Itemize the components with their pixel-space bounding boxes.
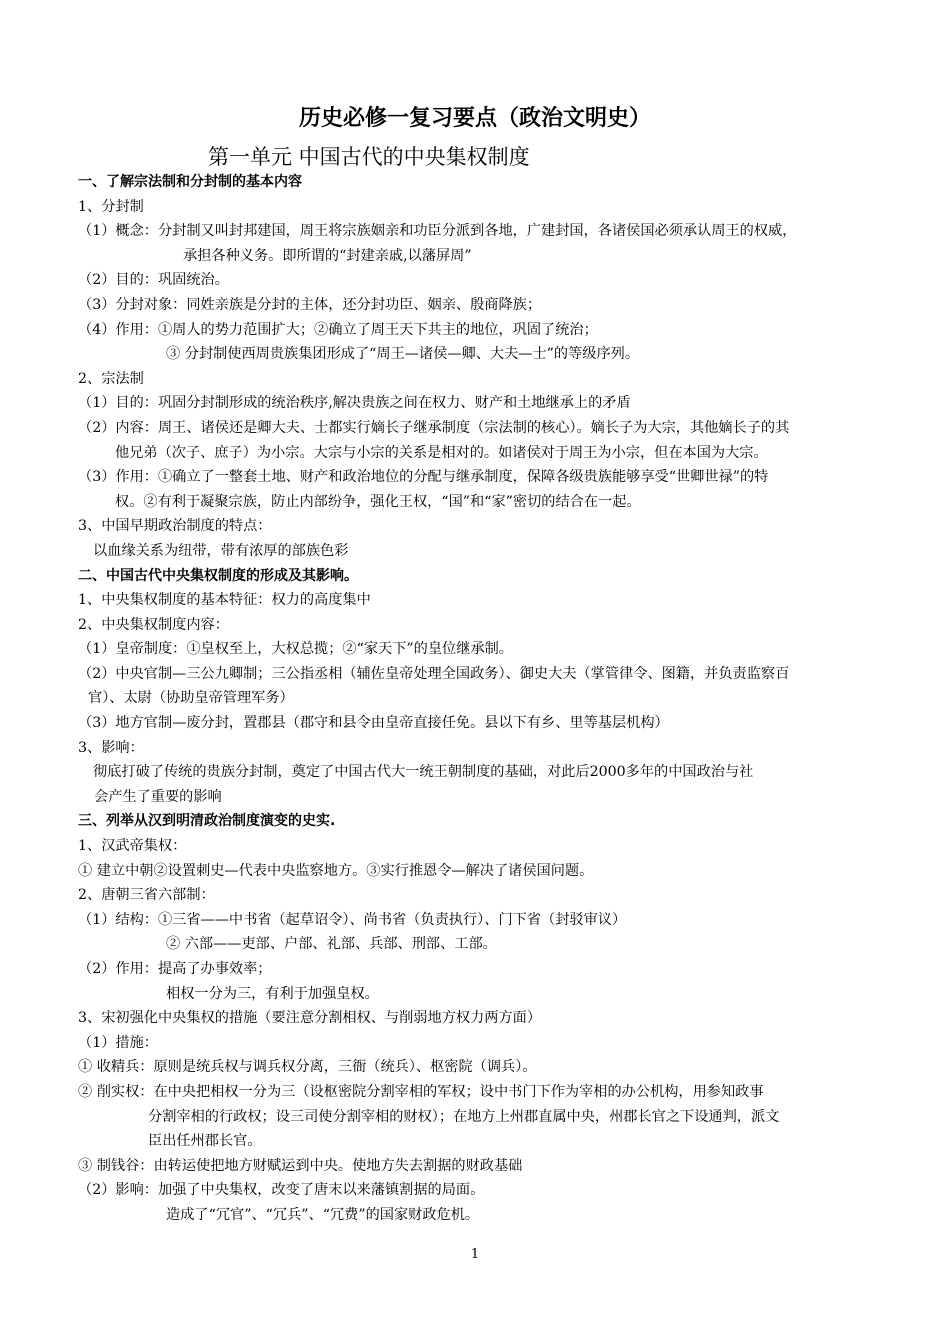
page-number: 1 [470, 1247, 480, 1262]
subheading: 2、中央集权制度内容： [78, 616, 229, 633]
text-line: （4）作用：①周人的势力范围扩大；②确立了周王天下共主的地位，巩固了统治； [78, 321, 598, 338]
text-line: 分割宰相的行政权；设三司使分割宰相的财权）；在地方上州郡直属中央，州郡长官之下设通判，派文 [148, 1108, 780, 1125]
text-line: （1）结构：①三省——中书省（起草诏令）、尚书省（负责执行）、门下省（封驳审议） [78, 911, 627, 928]
text-line: （2）影响：加强了中央集权，改变了唐末以来藩镇割据的局面。 [78, 1182, 485, 1199]
section-heading: 二、中国古代中央集权制度的形成及其影响。 [78, 567, 358, 584]
text-line: （2）中央官制—三公九卿制；三公指丞相（辅佐皇帝处理全国政务）、御史大夫（掌管律令、图籍，并负责监察百 [78, 665, 790, 682]
text-line: ② 削实权：在中央把相权一分为三（设枢密院分割宰相的军权；设中书门下作为宰相的办公机构，用参知政事 [78, 1083, 764, 1100]
text-line: ② 六部——吏部、户部、礼部、兵部、刑部、工部。 [166, 936, 497, 953]
section-heading: 三、列举从汉到明清政治制度演变的史实. [78, 813, 336, 830]
document-title: 历史必修一复习要点（政治文明史） [298, 106, 651, 131]
text-line: 1、中央集权制度的基本特征：权力的高度集中 [78, 592, 371, 609]
text-line: 承担各种义务。即所谓的“封建亲戚,以藩屏周” [183, 247, 472, 264]
subheading: 1、分封制 [78, 198, 144, 215]
text-line: （1）概念：分封制又叫封邦建国，周王将宗族姻亲和功臣分派到各地，广建封国，各诸侯国必须承认周王的权威， [78, 223, 797, 240]
text-line: ① 收精兵：原则是统兵权与调兵权分离，三衙（统兵）、枢密院（调兵）。 [78, 1059, 537, 1076]
text-line: 以血缘关系为纽带，带有浓厚的部族色彩 [93, 542, 349, 559]
text-line: 会产生了重要的影响 [94, 788, 222, 805]
text-line: 官）、太尉（协助皇帝管理军务） [88, 690, 294, 707]
subheading: 2、唐朝三省六部制： [78, 887, 215, 904]
text-line: ③ 制钱谷：由转运使把地方财赋运到中央。使地方失去割据的财政基础 [78, 1157, 523, 1174]
text-line: （3）作用：①确立了一整套土地、财产和政治地位的分配与继承制度，保障各级贵族能够享受“世卿世禄”的特 [78, 469, 769, 486]
document-body [78, 170, 890, 1228]
subheading: 2、宗法制 [78, 370, 144, 387]
subheading: 1、汉武帝集权： [78, 838, 187, 855]
text-line: 造成了“冗官”、“冗兵”、“冗费”的国家财政危机。 [166, 1206, 480, 1223]
text-line: （2）作用：提高了办事效率； [78, 961, 272, 977]
subheading: 3、中国早期政治制度的特点： [78, 518, 272, 535]
text-line: ③ 分封制使西周贵族集团形成了“周王—诸侯—卿、大夫—士”的等级序列。 [166, 346, 640, 363]
text-line: 彻底打破了传统的贵族分封制，奠定了中国古代大一统王朝制度的基础，对此后2000多年的中国政治与社 [93, 764, 754, 781]
text-line: （2）目的：巩固统治。 [78, 272, 229, 289]
text-line: （1）措施： [78, 1034, 158, 1051]
text-line: 相权一分为三，有利于加强皇权。 [166, 985, 379, 1002]
text-line: （2）内容：周王、诸侯还是卿大夫、士都实行嫡长子继承制度（宗法制的核心）。嫡长子为大宗，其他嫡长子的其 [78, 419, 790, 436]
text-line: （1）皇帝制度：①皇权至上，大权总揽；②“家天下”的皇位继承制。 [78, 641, 513, 658]
unit-title: 第一单元 中国古代的中央集权制度 [208, 145, 530, 169]
text-line: ① 建立中朝②设置刺史—代表中央监察地方。③实行推恩令—解决了诸侯国问题。 [78, 862, 594, 879]
text-line: 他兄弟（次子、庶子）为小宗。大宗与小宗的关系是相对的。如诸侯对于周王为小宗，但在本国为大宗。 [115, 444, 768, 461]
subheading: 3、宋初强化中央集权的措施（要注意分割相权、与削弱地方权力两方面） [78, 1010, 542, 1027]
text-line: （1）目的：巩固分封制形成的统治秩序,解决贵族之间在权力、财产和土地继承上的矛盾 [78, 395, 631, 412]
text-line: 权。②有利于凝聚宗族，防止内部纷争，强化王权，“国”和“家”密切的结合在一起。 [115, 493, 641, 510]
text-line: （3）分封对象：同姓亲族是分封的主体，还分封功臣、姻亲、殷商降族； [78, 296, 542, 313]
subheading: 3、影响： [78, 739, 144, 756]
text-line: （3）地方官制—废分封，置郡县（郡守和县令由皇帝直接任免。县以下有乡、里等基层机构） [78, 715, 669, 732]
section-heading: 一、了解宗法制和分封制的基本内容 [78, 174, 302, 190]
text-line: 臣出任州郡长官。 [148, 1133, 262, 1150]
